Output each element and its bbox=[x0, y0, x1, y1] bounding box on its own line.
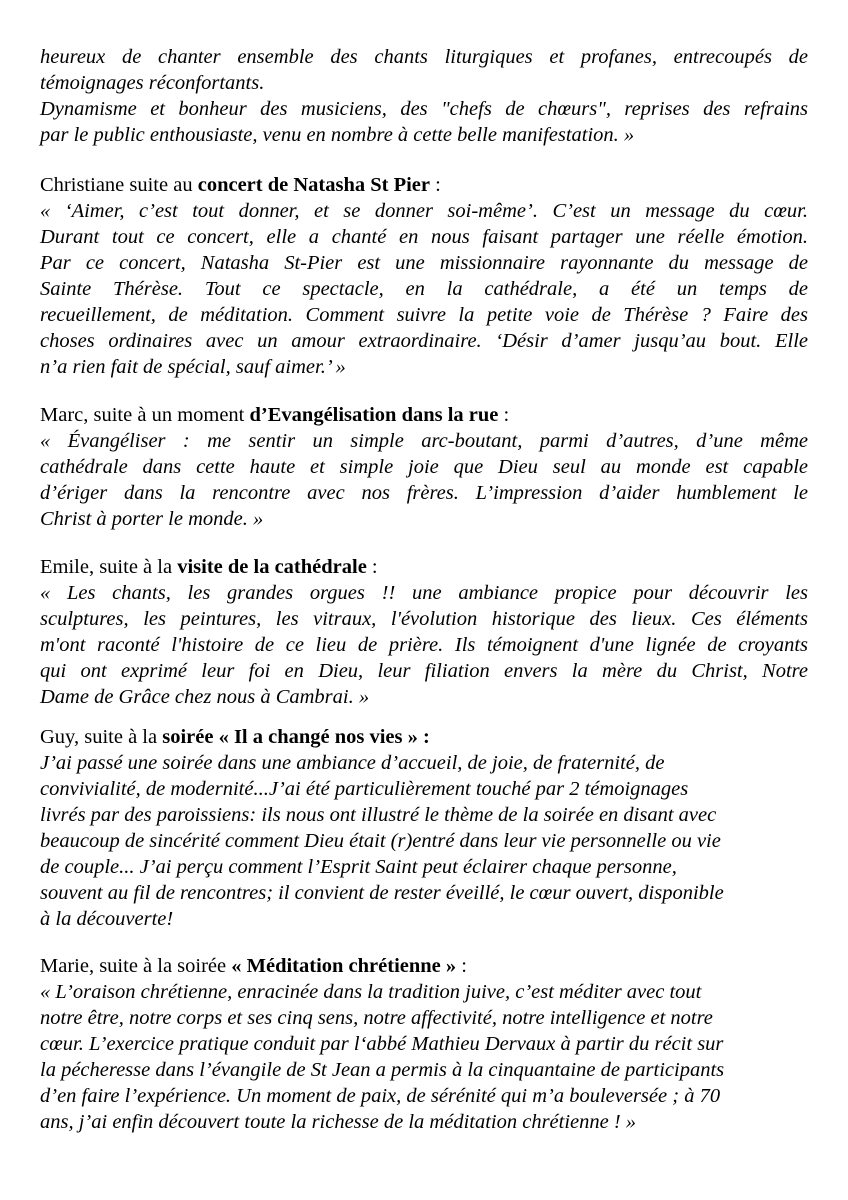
text-line: par le public enthousiaste, venu en nombre à cette belle manifestation. » bbox=[40, 124, 635, 146]
text-line: convivialité, de modernité...J’ai été particulièrement touché par 2 témoignages bbox=[40, 778, 689, 800]
text-line: ans, j’ai enfin découvert toute la richesse de la méditation chrétienne ! » bbox=[40, 1111, 637, 1133]
heading-tail: : bbox=[498, 404, 510, 426]
testimony-text bbox=[40, 44, 808, 148]
heading-lead: Guy, suite à la bbox=[40, 726, 163, 748]
text-line: notre être, notre corps et ses cinq sens, notre affectivité, notre intelligence et notre bbox=[40, 1007, 713, 1029]
testimony-emile bbox=[40, 554, 808, 710]
heading-tail: : bbox=[456, 955, 467, 977]
event-title: d’Evangélisation dans la rue bbox=[249, 404, 499, 426]
heading-tail: : bbox=[366, 556, 378, 578]
testimony-text bbox=[40, 979, 808, 1135]
text-line: qui ont exprimé leur foi en Dieu, leur filiation envers la mère du Christ, Notre bbox=[40, 660, 808, 682]
text-line: n’a rien fait de spécial, sauf aimer.’ » bbox=[40, 356, 346, 378]
text-line: cathédrale dans cette haute et simple joie que Dieu seul au monde est capable bbox=[40, 456, 808, 478]
text-line: témoignages réconfortants. bbox=[40, 72, 265, 94]
text-line: Dame de Grâce chez nous à Cambrai. » bbox=[40, 686, 370, 708]
text-line: Durant tout ce concert, elle a chanté en nous faisant partager une réelle émotion. bbox=[40, 226, 808, 248]
text-line: livrés par des paroissiens: ils nous ont illustré le thème de la soirée en disant avec bbox=[40, 804, 717, 826]
heading-lead: Marc, suite à un moment bbox=[40, 404, 250, 426]
testimony-text bbox=[40, 428, 808, 532]
text-line: Dynamisme et bonheur des musiciens, des "chefs de chœurs", reprises des refrains bbox=[40, 98, 808, 120]
heading-tail: : bbox=[430, 174, 441, 196]
testimony-heading bbox=[40, 172, 808, 198]
text-line: de couple... J’ai perçu comment l’Esprit Saint peut éclairer chaque personne, bbox=[40, 856, 677, 878]
event-title: « Méditation chrétienne » bbox=[231, 955, 457, 977]
text-line: heureux de chanter ensemble des chants liturgiques et profanes, entrecoupés de bbox=[40, 46, 808, 68]
heading-lead: Christiane suite au bbox=[40, 174, 198, 196]
event-title: concert de Natasha St Pier bbox=[197, 174, 430, 196]
text-line: m'ont raconté l'histoire de ce lieu de prière. Ils témoignent d'une lignée de croyants bbox=[40, 634, 808, 656]
text-line: d’en faire l’expérience. Un moment de paix, de sérénité qui m’a bouleversée ; à 70 bbox=[40, 1085, 721, 1107]
text-line: « Les chants, les grandes orgues !! une ambiance propice pour découvrir les bbox=[40, 582, 808, 604]
testimony-text bbox=[40, 580, 808, 710]
testimony-heading bbox=[40, 724, 808, 750]
testimony-guy bbox=[40, 724, 808, 932]
document-page bbox=[40, 44, 808, 1157]
testimony-heading bbox=[40, 554, 808, 580]
text-line: J’ai passé une soirée dans une ambiance d’accueil, de joie, de fraternité, de bbox=[40, 752, 665, 774]
testimony-text bbox=[40, 198, 808, 380]
text-line: sculptures, les peintures, les vitraux, l'évolution historique des lieux. Ces éléments bbox=[40, 608, 808, 630]
testimony-heading bbox=[40, 402, 808, 428]
text-line: beaucoup de sincérité comment Dieu était (r)entré dans leur vie personnelle ou vie bbox=[40, 830, 721, 852]
testimony-heading bbox=[40, 953, 808, 979]
text-line: Sainte Thérèse. Tout ce spectacle, en la cathédrale, a été un temps de bbox=[40, 278, 808, 300]
text-line: choses ordinaires avec un amour extraordinaire. ‘Désir d’amer jusqu’au bout. Elle bbox=[40, 330, 808, 352]
text-line: souvent au fil de rencontres; il convient de rester éveillé, le cœur ouvert, disponible bbox=[40, 882, 724, 904]
text-line: d’ériger dans la rencontre avec nos frères. L’impression d’aider humblement le bbox=[40, 482, 808, 504]
testimony-continuation bbox=[40, 44, 808, 148]
text-line: à la découverte! bbox=[40, 908, 174, 930]
testimony-marc bbox=[40, 402, 808, 532]
event-title: soirée « Il a changé nos vies » : bbox=[162, 726, 430, 748]
text-line: la pécheresse dans l’évangile de St Jean a permis à la cinquantaine de participants bbox=[40, 1059, 725, 1081]
text-line: recueillement, de méditation. Comment suivre la petite voie de Thérèse ? Faire des bbox=[40, 304, 808, 326]
heading-lead: Emile, suite à la bbox=[40, 556, 178, 578]
text-line: cœur. L’exercice pratique conduit par l‘abbé Mathieu Dervaux à partir du récit sur bbox=[40, 1033, 724, 1055]
text-line: « L’oraison chrétienne, enracinée dans la tradition juive, c’est méditer avec tout bbox=[40, 981, 702, 1003]
text-line: « Évangéliser : me sentir un simple arc-boutant, parmi d’autres, d’une même bbox=[40, 430, 808, 452]
text-line: « ‘Aimer, c’est tout donner, et se donner soi-même’. C’est un message du cœur. bbox=[40, 200, 808, 222]
text-line: Christ à porter le monde. » bbox=[40, 508, 264, 530]
testimony-text bbox=[40, 750, 808, 932]
event-title: visite de la cathédrale bbox=[177, 556, 367, 578]
testimony-christiane bbox=[40, 172, 808, 380]
testimony-marie bbox=[40, 953, 808, 1135]
text-line: Par ce concert, Natasha St-Pier est une missionnaire rayonnante du message de bbox=[40, 252, 808, 274]
heading-lead: Marie, suite à la soirée bbox=[40, 955, 232, 977]
